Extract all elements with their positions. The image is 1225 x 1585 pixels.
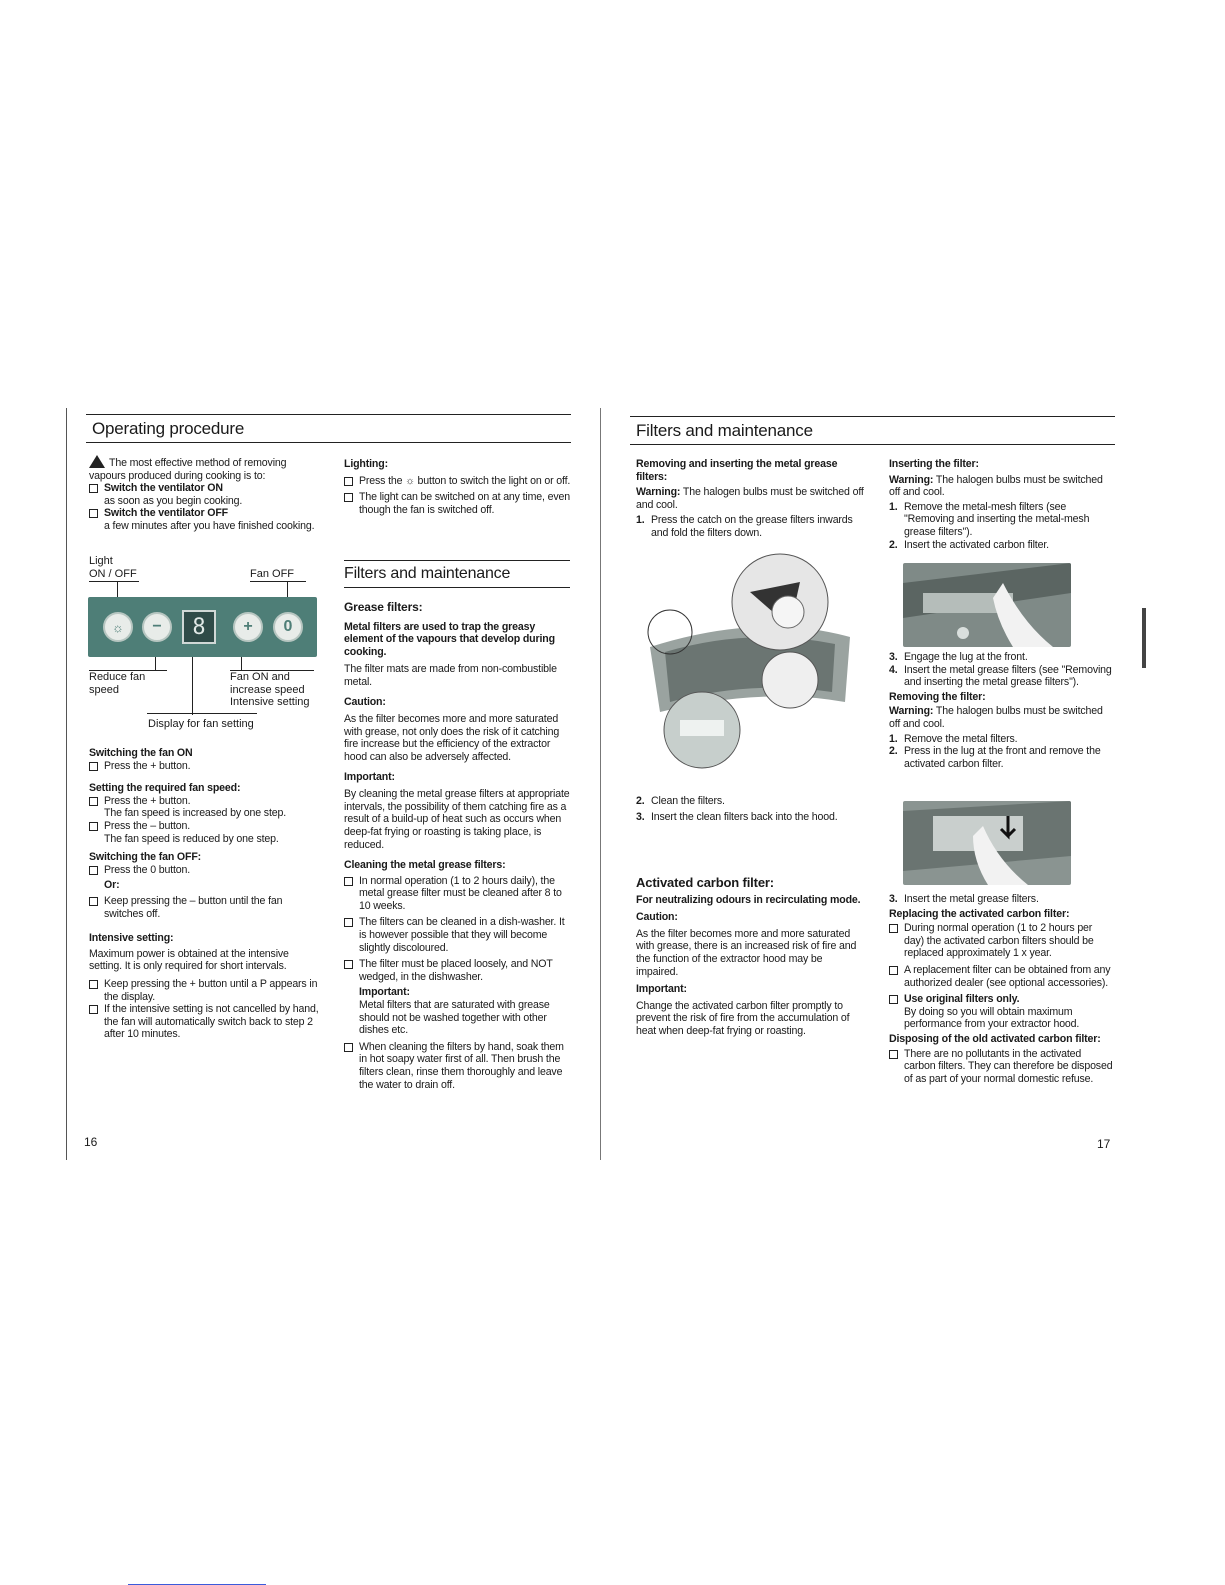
switch-off-heading: Switching the fan OFF: xyxy=(89,851,202,864)
fan-operation-section xyxy=(89,747,321,1041)
disposing-heading: Disposing of the old activated carbon filter: xyxy=(889,1032,1101,1045)
left-title-rule xyxy=(86,442,571,443)
lighting-item: Press the ☼ button to switch the light on or off. xyxy=(359,474,571,487)
checkbox-icon xyxy=(344,1043,353,1052)
replacing-heading: Replacing the activated carbon filter: xyxy=(889,907,1070,920)
or-text: Or: xyxy=(104,879,120,892)
right-edge-mark xyxy=(1142,608,1146,668)
carbon-important-text: Change the activated carbon filter promptly to prevent the risk of fire from the accumulation of heat when deep-fat frying or roasting. xyxy=(636,999,850,1037)
checkbox-icon xyxy=(89,866,98,875)
removing-filter-heading: Removing the filter: xyxy=(889,690,986,703)
minus-button[interactable]: − xyxy=(142,612,172,642)
carbon-important-heading: Important: xyxy=(636,983,687,996)
grease-text: The filter mats are made from non-combustible metal. xyxy=(344,663,557,688)
right-page-title: Filters and maintenance xyxy=(636,421,813,440)
step-text: Press in the lug at the front and remove the activated carbon filter. xyxy=(904,745,1101,770)
filters-title-rule xyxy=(344,587,570,588)
warning-label: Warning: xyxy=(636,486,681,499)
checkbox-icon xyxy=(89,509,98,518)
warning-label: Warning: xyxy=(889,473,934,486)
cleaning-item: In normal operation (1 to 2 hours daily), the metal grease filter must be cleaned after 8 to 10 weeks. xyxy=(359,874,562,912)
switch-on-item: Press the + button. xyxy=(104,759,191,772)
intro-text: The most effective method of removing vapours produced during cooking is to: xyxy=(89,457,287,482)
left-column xyxy=(89,455,321,533)
speed-item-sub: The fan speed is increased by one step. xyxy=(104,807,287,820)
carbon-filter-remove-illustration xyxy=(903,801,1071,885)
right-top-rule xyxy=(630,416,1115,417)
checkbox-icon xyxy=(889,995,898,1004)
cleaning-heading: Cleaning the metal grease filters: xyxy=(344,859,506,872)
speed-item: Press the – button. xyxy=(104,819,191,832)
label-light: Light xyxy=(89,555,113,567)
intensive-text: Maximum power is obtained at the intensive setting. It is only required for short intervals. xyxy=(89,947,289,973)
lighting-item: The light can be switched on at any time, even though the fan is switched off. xyxy=(359,491,570,516)
fan-setting-display: 8 xyxy=(182,610,216,644)
original-bold: Use original filters only. xyxy=(904,993,1020,1006)
cleaning-important-heading: Important: xyxy=(359,986,410,999)
intro-item-text: a few minutes after you have finished cooking. xyxy=(104,519,315,532)
checkbox-icon xyxy=(889,1050,898,1059)
right-title-rule xyxy=(630,444,1115,445)
important-heading: Important: xyxy=(344,770,395,783)
label-fan-on: Fan ON and increase speed Intensive setting xyxy=(230,671,310,708)
replacing-item: During normal operation (1 to 2 hours per day) the activated carbon filters should be replaced approximately 1 x year. xyxy=(904,922,1094,960)
warning-text: The halogen bulbs must be switched off and cool. xyxy=(889,705,1103,730)
grease-filters-section xyxy=(344,601,572,1091)
light-button[interactable]: ☼ xyxy=(103,612,133,642)
disposing-item: There are no pollutants in the activated carbon filters. They can therefore be disposed of as part of your normal domestic refuse. xyxy=(904,1047,1113,1085)
step-text: Clean the filters. xyxy=(651,795,725,807)
checkbox-icon xyxy=(344,493,353,502)
left-top-rule xyxy=(86,414,571,415)
switch-on-heading: Switching the fan ON xyxy=(89,747,193,759)
left-margin-line xyxy=(66,408,67,1160)
step-text: Insert the clean filters back into the hood. xyxy=(651,810,838,823)
step-text: Insert the metal grease filters. xyxy=(904,893,1039,905)
important-text: By cleaning the metal grease filters at appropriate intervals, the possibility of them catching fire as a result of a build-up of heat such as occurs when deep-fat frying or roasting is taking place, is reduced. xyxy=(344,788,570,851)
step-text: Press the catch on the grease filters inwards and fold the filters down. xyxy=(651,514,853,539)
label-reduce-fan: Reduce fan speed xyxy=(89,671,146,696)
left-page-number: 16 xyxy=(84,1135,98,1149)
removing-section: Removing and inserting the metal grease filters: Warning: The halogen bulbs must be switched off and cool. 1. Press the catch on the grease filters inwards and fold the filters down. xyxy=(636,458,864,539)
intro-item-bold: Switch the ventilator ON xyxy=(104,482,223,495)
carbon-caution-heading: Caution: xyxy=(636,911,678,924)
removing-heading: Removing and inserting the metal grease filters: xyxy=(636,458,838,483)
checkbox-icon xyxy=(344,960,353,969)
carbon-title: Activated carbon filter: xyxy=(636,875,774,890)
carbon-filter-insert-illustration xyxy=(903,563,1071,647)
checkbox-icon xyxy=(89,484,98,493)
step-text: Insert the metal grease filters (see "Removing and inserting the metal grease filters"). xyxy=(904,663,1112,689)
grease-heading: Grease filters: xyxy=(344,600,423,614)
cleaning-last: When cleaning the filters by hand, soak them in hot soapy water first of all. Then brush the filters clean, rinse them thoroughly and leave the water to drain off. xyxy=(359,1040,564,1091)
warning-text: The halogen bulbs must be switched off and cool. xyxy=(889,473,1103,499)
lighting-section xyxy=(344,458,572,516)
switch-off-item: Press the 0 button. xyxy=(104,863,191,876)
checkbox-icon xyxy=(89,980,98,989)
grease-filter-illustration xyxy=(640,552,865,787)
label-display: Display for fan setting xyxy=(148,718,254,730)
lighting-heading: Lighting: xyxy=(344,458,388,470)
label-fan-off: Fan OFF xyxy=(250,568,295,580)
warning-text: The halogen bulbs must be switched off and cool. xyxy=(636,486,864,511)
inserting-section: Inserting the filter: Warning: The halogen bulbs must be switched off and cool. 1. Remove the metal-mesh filters (see "Removing and inserting the metal-mesh grease filters"). 2. Insert the activated carbon filter. xyxy=(889,458,1114,551)
checkbox-icon xyxy=(89,822,98,831)
checkbox-icon xyxy=(344,477,353,486)
plus-button[interactable]: + xyxy=(233,612,263,642)
left-page-title: Operating procedure xyxy=(92,419,245,438)
carbon-section xyxy=(636,877,864,1038)
control-panel xyxy=(88,597,317,657)
inserting-steps-b: 3. Engage the lug at the front. 4. Insert the metal grease filters (see "Removing and inserting the metal grease filters"). Removing the filter: Warning: The halogen bulbs must be switched off and cool. 1. Remove the metal filters. 2. Press in the lug at the front and remove the activated carbon filter. xyxy=(889,651,1114,770)
checkbox-icon xyxy=(889,966,898,975)
speed-item-sub: The fan speed is reduced by one step. xyxy=(104,832,279,845)
replacing-item: A replacement filter can be obtained from any authorized dealer (see optional accessories). xyxy=(904,963,1111,989)
step-text: Remove the metal-mesh filters (see "Removing and inserting the metal-mesh grease filters"). xyxy=(904,500,1090,538)
checkbox-icon xyxy=(89,1005,98,1014)
checkbox-icon xyxy=(89,762,98,771)
warning-label: Warning: xyxy=(889,705,934,718)
carbon-sub: For neutralizing odours in recirculating mode. xyxy=(636,893,861,906)
steps-section: 2. Clean the filters. 3. Insert the clean filters back into the hood. xyxy=(636,795,838,823)
intensive-item: If the intensive setting is not cancelled by hand, the fan will automatically switch back to step 2 after 10 minutes. xyxy=(104,1003,319,1041)
cleaning-important-text: Metal filters that are saturated with grease should not be washed together with other dishes etc. xyxy=(359,999,550,1037)
checkbox-icon xyxy=(344,877,353,886)
step-text: Engage the lug at the front. xyxy=(904,651,1028,663)
intensive-item: Keep pressing the + button until a P appears in the display. xyxy=(104,977,318,1003)
checkbox-icon xyxy=(344,918,353,927)
intro-item-text: as soon as you begin cooking. xyxy=(104,494,243,507)
carbon-caution-text: As the filter becomes more and more saturated with grease, there is an increased risk of fire and the function of the extractor hood may be impaired. xyxy=(636,927,857,978)
replacing-section: 3. Insert the metal grease filters. Replacing the activated carbon filter: During normal operation (1 to 2 hours per day) the activated carbon filters should be replaced approximately 1 x year. A replacement filter can be obtained from any authorized dealer (see optional accessories). Use original filters only. By doing so you will obtain maximum performance from your extractor hood. Disposing of the old activated carbon filter: There are no pollutants in the activated carbon filters. They can therefore be disposed of as part of your normal domestic refuse. xyxy=(889,893,1113,1085)
inserting-heading: Inserting the filter: xyxy=(889,458,979,470)
caution-text: As the filter becomes more and more saturated with grease, not only does the risk of it catching fire increase but the efficiency of the extractor hood can also be adversely affected. xyxy=(344,713,560,763)
caution-heading: Caution: xyxy=(344,695,386,708)
checkbox-icon xyxy=(89,897,98,906)
original-text: By doing so you will obtain maximum performance from your extractor hood. xyxy=(904,1005,1080,1031)
speed-item: Press the + button. xyxy=(104,794,191,807)
zero-button[interactable]: 0 xyxy=(273,612,303,642)
checkbox-icon xyxy=(89,797,98,806)
warning-icon xyxy=(89,455,105,468)
cleaning-item: The filter must be placed loosely, and NOT wedged, in the dishwasher. xyxy=(359,958,553,983)
step-text: Remove the metal filters. xyxy=(904,732,1018,745)
switch-off-item: Keep pressing the – button until the fan switches off. xyxy=(104,894,283,920)
center-fold-line xyxy=(600,408,601,1160)
intro-item-bold: Switch the ventilator OFF xyxy=(104,507,228,520)
filters-top-rule xyxy=(344,560,570,561)
label-onoff: ON / OFF xyxy=(89,568,137,580)
right-page-number: 17 xyxy=(1097,1137,1111,1151)
grease-bold-text: Metal filters are used to trap the greasy element of the vapours that develop during cooking. xyxy=(344,620,555,658)
step-text: Insert the activated carbon filter. xyxy=(904,538,1049,551)
cleaning-item: The filters can be cleaned in a dish-washer. It is however possible that they will become slightly discoloured. xyxy=(359,916,565,954)
filters-title: Filters and maintenance xyxy=(344,565,511,582)
speed-heading: Setting the required fan speed: xyxy=(89,782,241,795)
intensive-heading: Intensive setting: xyxy=(89,932,174,945)
checkbox-icon xyxy=(889,924,898,933)
